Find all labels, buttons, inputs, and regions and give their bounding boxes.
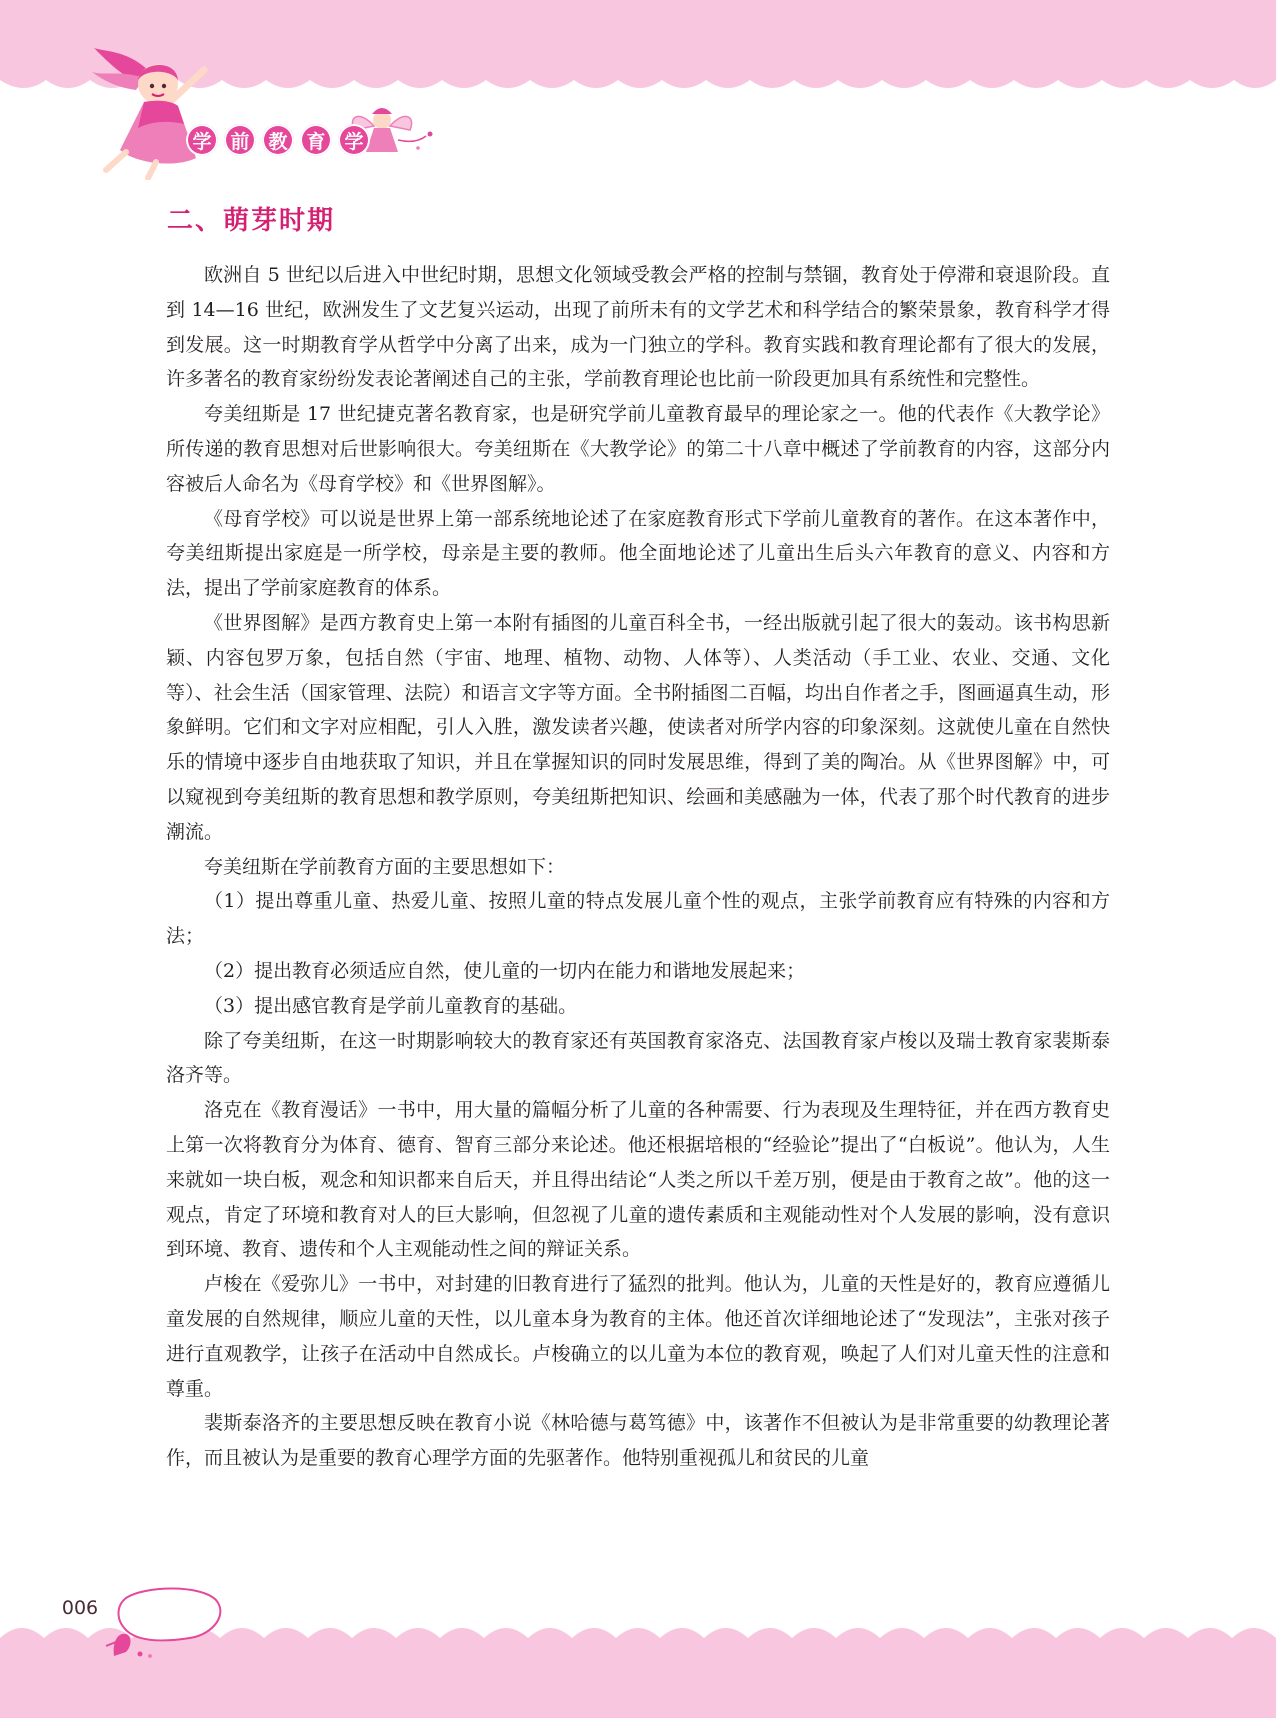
body-text [166,258,1110,1476]
list-item: （1）提出尊重儿童、热爱儿童、按照儿童的特点发展儿童个性的观点，主张学前教育应有特殊的内容和方法； [166,890,1110,948]
section-heading: 二、萌芽时期 [167,206,336,236]
paragraph: 欧洲自 5 世纪以后进入中世纪时期，思想文化领域受教会严格的控制与禁锢，教育处于停滞和衰退阶段。直到 14—16 世纪，欧洲发生了文艺复兴运动，出现了前所未有的文学艺术和科学结合的繁荣景象，教育科学才得到发展。这一时期教育学从哲学中分离了出来，成为一门独立的学科。教育实践和教育理论都有了很大的发展，许多著名的教育家纷纷发表论著阐述自己的主张，学前教育理论也比前一阶段更加具有系统性和完整性。 [166,264,1110,391]
fairy-illustration [86,40,486,180]
paragraph: 除了夸美纽斯，在这一时期影响较大的教育家还有英国教育家洛克、法国教育家卢梭以及瑞士教育家裴斯泰洛齐等。 [166,1029,1110,1087]
paragraph: 裴斯泰洛齐的主要思想反映在教育小说《林哈德与葛笃德》中，该著作不但被认为是非常重要的幼教理论著作，而且被认为是重要的教育心理学方面的先驱著作。他特别重视孤儿和贫民的儿童 [166,1412,1110,1470]
book-title-char: 学 [338,124,370,156]
paragraph: 卢梭在《爱弥儿》一书中，对封建的旧教育进行了猛烈的批判。他认为，儿童的天性是好的，教育应遵循儿童发展的自然规律，顺应儿童的天性，以儿童本身为教育的主体。他还首次详细地论述了“发现法”，主张对孩子进行直观教学，让孩子在活动中自然成长。卢梭确立的以儿童为本位的教育观，唤起了人们对儿童天性的注意和尊重。 [166,1273,1110,1400]
book-title-char: 前 [224,124,256,156]
paragraph: 夸美纽斯是 17 世纪捷克著名教育家，也是研究学前儿童教育最早的理论家之一。他的代表作《大教学论》所传递的教育思想对后世影响很大。夸美纽斯在《大教学论》的第二十八章中概述了学前教育的内容，这部分内容被后人命名为《母育学校》和《世界图解》。 [166,403,1110,495]
list-item: （3）提出感官教育是学前儿童教育的基础。 [204,994,578,1017]
paragraph: 《母育学校》可以说是世界上第一部系统地论述了在家庭教育形式下学前儿童教育的著作。在这本著作中，夸美纽斯提出家庭是一所学校，母亲是主要的教师。他全面地论述了儿童出生后头六年教育的意义、内容和方法，提出了学前家庭教育的体系。 [166,507,1110,600]
list-item: （2）提出教育必须适应自然，使儿童的一切内在能力和谐地发展起来； [204,959,806,982]
book-title [186,124,370,156]
book-title-char: 育 [300,124,332,156]
page-number: 006 [61,1597,99,1619]
paragraph: 《世界图解》是西方教育史上第一本附有插图的儿童百科全书，一经出版就引起了很大的轰动。该书构思新颖、内容包罗万象，包括自然（宇宙、地理、植物、动物、人体等）、人类活动（手工业、农业、交通、文化等）、社会生活（国家管理、法院）和语言文字等方面。全书附插图二百幅，均出自作者之手，图画逼真生动，形象鲜明。它们和文字对应相配，引人入胜，激发读者兴趣，使读者对所学内容的印象深刻。这就使儿童在自然快乐的情境中逐步自由地获取了知识，并且在掌握知识的同时发展思维，得到了美的陶冶。从《世界图解》中，可以窥视到夸美纽斯的教育思想和教学原则，夸美纽斯把知识、绘画和美感融为一体，代表了那个时代教育的进步潮流。 [166,611,1110,843]
paragraph: 洛克在《教育漫话》一书中，用大量的篇幅分析了儿童的各种需要、行为表现及生理特征，并在西方教育史上第一次将教育分为体育、德育、智育三部分来论述。他还根据培根的“经验论”提出了“白板说”。他认为，人生来就如一块白板，观念和知识都来自后天，并且得出结论“人类之所以千差万别，便是由于教育之故”。他的这一观点，肯定了环境和教育对人的巨大影响，但忽视了儿童的遗传素质和主观能动性对个人发展的影响，没有意识到环境、教育、遗传和个人主观能动性之间的辩证关系。 [166,1099,1110,1261]
page-number-badge [104,1586,224,1662]
book-title-char: 教 [262,124,294,156]
book-title-char: 学 [186,124,218,156]
paragraph: 夸美纽斯在学前教育方面的主要思想如下： [204,855,566,878]
